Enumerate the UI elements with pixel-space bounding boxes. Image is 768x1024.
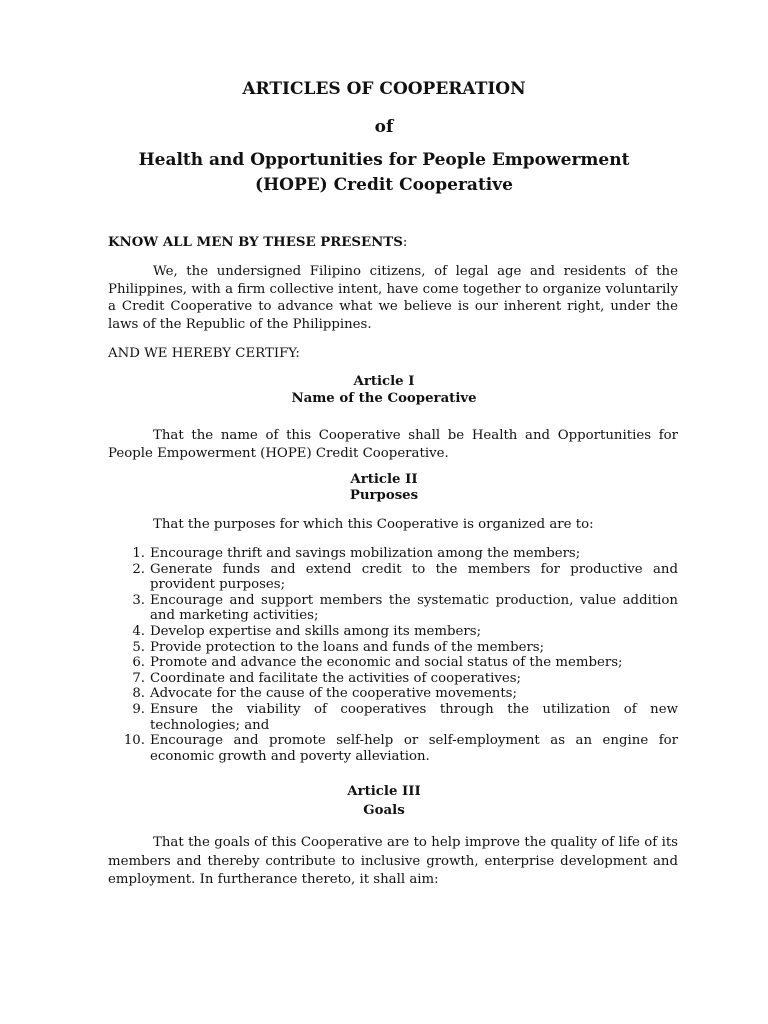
list-item: [108, 655, 678, 671]
list-item-text: Promote and advance the economic and social status of the members;: [150, 655, 623, 671]
list-item: [108, 733, 678, 764]
list-item-number: 3.: [132, 592, 145, 608]
document-title: ARTICLES OF COOPERATION: [242, 79, 526, 99]
article-2-heading: Purposes: [349, 488, 419, 503]
certify-line: AND WE HEREBY CERTIFY:: [108, 346, 300, 361]
list-item: [108, 702, 678, 733]
list-item-text: Advocate for the cause of the cooperative movements;: [150, 686, 517, 702]
list-item: [108, 624, 678, 640]
list-item-number: 10.: [123, 733, 145, 749]
list-item-text: Generate funds and extend credit to the members for productive and provident purposes;: [150, 561, 678, 593]
list-item: [108, 593, 678, 624]
list-item-number: 6.: [132, 655, 145, 671]
article-1-text: That the name of this Cooperative shall be Health and Opportunities for People Empowerment (HOPE) Credit Cooperative.: [108, 428, 678, 461]
list-item: [108, 562, 678, 593]
know-all-men-text: KNOW ALL MEN BY THESE PRESENTS: [108, 235, 403, 250]
list-item-number: 1.: [132, 546, 145, 561]
list-item-number: 7.: [132, 670, 145, 686]
list-item-number: 5.: [132, 639, 145, 655]
list-item-text: Encourage and promote self-help or self-employment as an engine for economic growth and poverty alleviation.: [150, 733, 678, 764]
list-item: [108, 546, 678, 562]
list-item-number: 8.: [132, 686, 145, 702]
article-3-number: Article III: [347, 784, 421, 799]
preamble-paragraph: We, the undersigned Filipino citizens, of legal age and residents of the Philippines, with a firm collective intent, have come together to organize voluntarily a Credit Cooperative to advance what we believe is our inherent right, under the laws of the Republic of the Philippines.: [108, 264, 678, 333]
article-1-number: Article I: [353, 374, 415, 389]
list-item-text: Encourage thrift and savings mobilization among the members;: [150, 546, 581, 561]
list-item-text: Coordinate and facilitate the activities of cooperatives;: [150, 670, 522, 686]
list-item: [108, 671, 678, 687]
list-item-text: Develop expertise and skills among its members;: [150, 623, 482, 639]
list-item-text: Ensure the viability of cooperatives through the utilization of new technologies; and: [150, 701, 678, 733]
list-item-text: Encourage and support members the systematic production, value addition and marketing activities;: [150, 592, 678, 624]
list-item-number: 9.: [132, 701, 145, 717]
article-2-intro: That the purposes for which this Cooperative is organized are to:: [153, 517, 594, 532]
know-all-men-line: [108, 234, 678, 252]
list-item: [108, 640, 678, 656]
list-item: [108, 686, 678, 702]
purposes-list: [108, 546, 678, 764]
know-all-men-colon: :: [402, 235, 408, 250]
list-item-number: 4.: [132, 623, 145, 639]
article-1-heading: Name of the Cooperative: [291, 391, 477, 406]
cooperative-name-line-2: (HOPE) Credit Cooperative: [255, 175, 513, 195]
article-3-text: That the goals of this Cooperative are to help improve the quality of life of its members and thereby contribute to inclusive growth, enterprise development and employment. In furtherance thereto, it shall aim:: [108, 835, 678, 887]
cooperative-name-line-1: Health and Opportunities for People Empowerment: [138, 150, 630, 170]
list-item-number: 2.: [132, 561, 145, 577]
list-item-text: Provide protection to the loans and funds of the members;: [150, 639, 545, 655]
document-title-of: of: [374, 117, 394, 137]
article-2-number: Article II: [350, 472, 418, 487]
article-3-heading: Goals: [363, 803, 405, 818]
